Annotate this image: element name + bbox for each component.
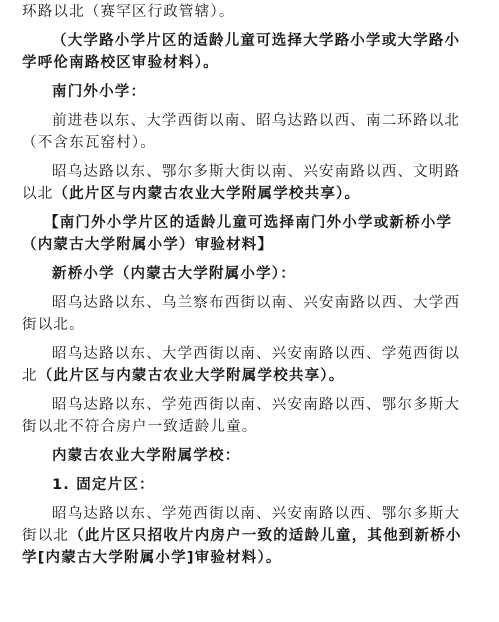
text-line: 昭乌达路以东、大学西街以南、兴安南路以西、学苑西街以 — [52, 346, 461, 362]
note-line: 学[内蒙古大学附属小学]审验材料）。 — [22, 550, 282, 566]
text-line — [22, 184, 487, 204]
text-line: 昭乌达路以东、学苑西街以南、兴安南路以西、鄂尔多斯大 — [52, 397, 461, 413]
text-segment-bold: （此片区只招收片内房户一致的适龄儿童，其他到新桥小 — [69, 528, 462, 544]
text-line: 前进巷以东、大学西街以南、昭乌达路以西、南二环路以北 — [52, 113, 461, 129]
text-line: 街以北。 — [22, 317, 85, 333]
text-segment-bold: （此片区与内蒙古农业大学附属学校共享）。 — [53, 186, 361, 202]
text-line: 昭乌达路以东、乌兰察布西街以南、兴安南路以西、大学西 — [52, 295, 461, 311]
text-line — [22, 366, 487, 386]
text-segment: 北 — [22, 368, 38, 384]
school-heading-xinqiao: 新桥小学（内蒙古大学附属小学）： — [52, 266, 296, 282]
note-line: （大学路小学片区的适龄儿童可选择大学路小学或大学路小 — [52, 33, 461, 49]
section-heading-fixed-zone: 1. 固定片区： — [52, 477, 155, 493]
note-line: 学呼伦南路校区审验材料）。 — [22, 55, 219, 71]
text-line — [22, 526, 487, 546]
text-line: 环路以北（赛罕区行政管辖）。 — [22, 4, 235, 20]
school-heading-nongda: 内蒙古农业大学附属学校： — [52, 448, 241, 464]
note-line: 【南门外小学片区的适龄儿童可选择南门外小学或新桥小学 — [44, 215, 453, 231]
text-line: 昭乌达路以东、学苑西街以南、兴安南路以西、鄂尔多斯大 — [52, 506, 461, 522]
text-segment: 街以北 — [22, 528, 70, 544]
text-segment-bold: （此片区与内蒙古农业大学附属学校共享）。 — [37, 368, 345, 384]
text-segment: 以北 — [22, 186, 54, 202]
text-line: 街以北不符合房户一致适龄儿童。 — [22, 419, 258, 435]
note-line: （内蒙古大学附属小学）审验材料】 — [22, 237, 274, 253]
text-line: 昭乌达路以东、鄂尔多斯大街以南、兴安南路以西、文明路 — [52, 164, 461, 180]
school-heading-nanmenwai: 南门外小学： — [52, 84, 147, 100]
text-line: （不含东瓦窑村）。 — [22, 135, 157, 151]
